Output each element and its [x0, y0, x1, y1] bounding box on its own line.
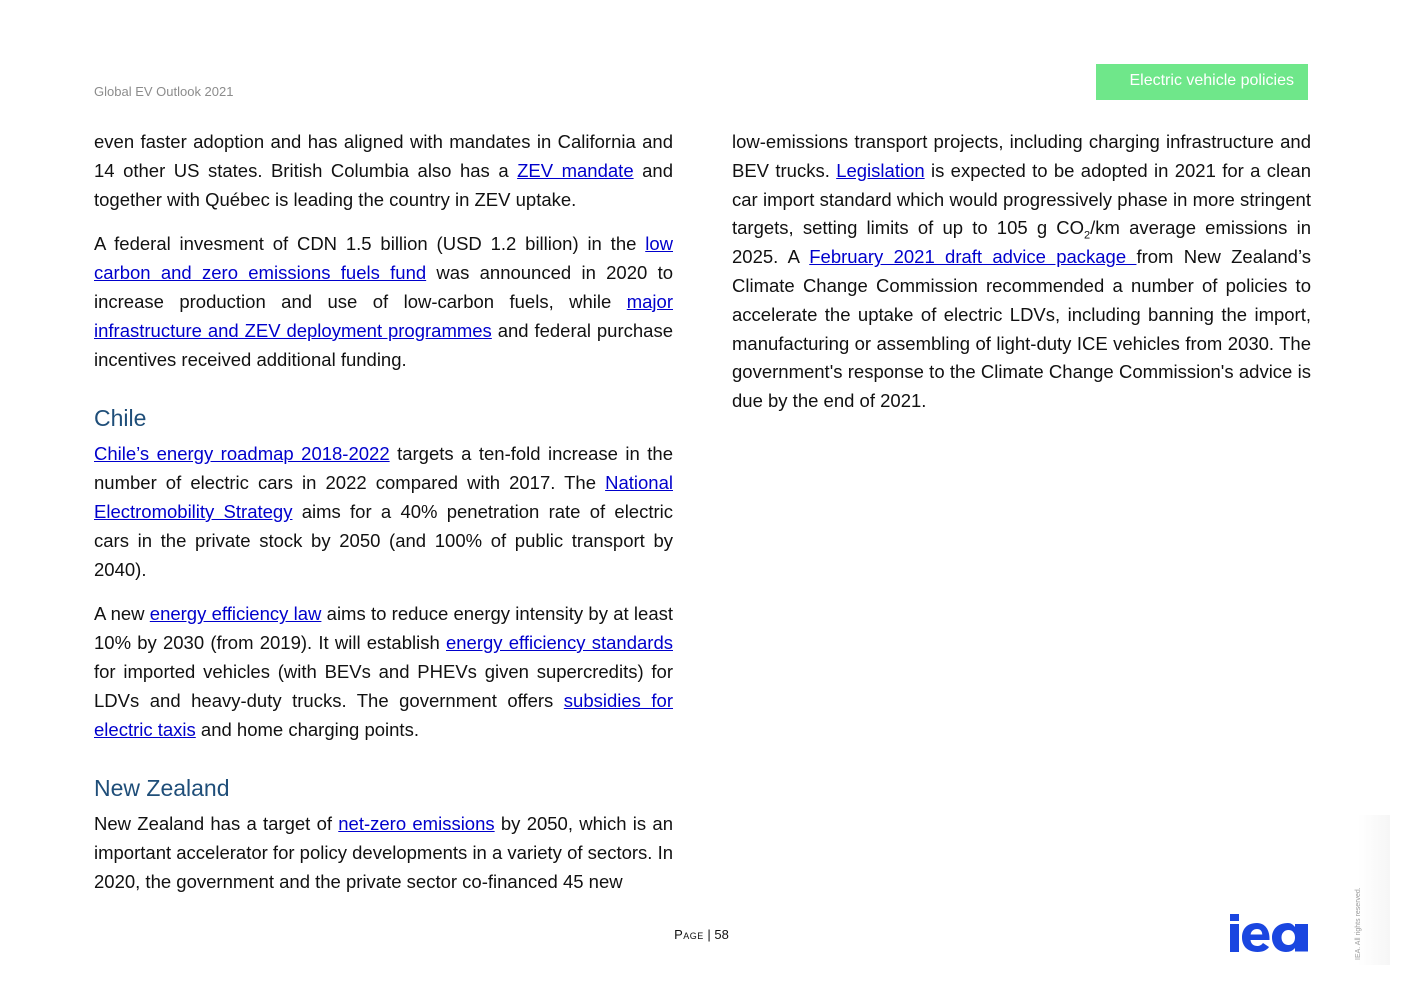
page-number: 58 [714, 927, 729, 942]
left-column [94, 128, 673, 913]
link-chile-energy-roadmap[interactable]: Chile’s energy roadmap 2018-2022 [94, 443, 390, 465]
link-legislation[interactable]: Legislation [836, 159, 925, 181]
link-national-electromobility-strategy[interactable]: National Electromobility Strategy [94, 472, 673, 522]
link-energy-efficiency-law[interactable]: energy efficiency law [149, 603, 322, 625]
co2-subscript: 2 [1084, 230, 1091, 243]
link-zev-mandate[interactable]: ZEV mandate [517, 159, 634, 181]
page-label: Page [674, 927, 704, 942]
paragraph-canada-funding: A federal invesment of CDN 1.5 billion (USD 1.2 billion) in the low carbon and zero emissions fuels fund was announced in 2020 to increase production and use of low-carbon fuels, while major infrastructure and ZEV deployment programmes and federal purchase incentives received additional funding. [94, 233, 673, 370]
paragraph-chile-efficiency: A new energy efficiency law aims to reduce energy intensity by at least 10% by 2030 (from 2019). It will establish energy efficiency standards for imported vehicles (with BEVs and PHEVs given supercredits) for LDVs and heavy-duty trucks. The government offers subsidies for electric taxis and home charging points. [94, 603, 673, 740]
rights-notice: IEA. All rights reserved. [1355, 887, 1362, 960]
heading-chile: Chile [94, 405, 147, 432]
right-column [732, 128, 1311, 432]
report-title: Global EV Outlook 2021 [94, 84, 234, 99]
link-subsidies-electric-taxis[interactable]: subsidies for electric taxis [94, 689, 673, 740]
link-energy-efficiency-standards[interactable]: energy efficiency standards [445, 632, 673, 654]
page-separator: | [703, 927, 715, 942]
heading-new-zealand: New Zealand [94, 775, 230, 802]
paragraph-nz-projects: low-emissions transport projects, including charging infrastructure and BEV trucks. Legislation is expected to be adopted in 2021 for a clean car import standard which would progressively phase in more stringent targets, setting limits of up to 105 g $CO_2/km$ average emissions in 2025. A February 2021 draft advice package from New Zealand’s Climate Change Commission recommended a number of policies to accelerate the uptake of electric LDVs, including banning the import, manufacturing or assembling of light-duty ICE vehicles from 2030. The government's response to the Climate Change Commission's advice is due by the end of 2021. [732, 131, 1312, 412]
link-net-zero-emissions[interactable]: net-zero emissions [338, 813, 495, 835]
side-shade [1358, 815, 1390, 965]
link-draft-advice-package[interactable]: February 2021 draft advice package [809, 246, 1137, 268]
paragraph-chile-roadmap: Chile’s energy roadmap 2018-2022 targets a ten-fold increase in the number of electric cars in 2022 compared with 2017. The National Electromobility Strategy aims for a 40% penetration rate of electric cars in the private stock by 2050 (and 100% of public transport by 2040). [94, 443, 674, 580]
section-tag: Electric vehicle policies [1096, 64, 1308, 100]
paragraph-canada-mandate: even faster adoption and has aligned with mandates in California and 14 other US states. British Columbia also has a ZEV mandate and together with Québec is leading the country in ZEV uptake. [94, 131, 673, 210]
page-number-footer [0, 927, 1403, 942]
link-low-carbon-fuels-fund[interactable]: low carbon and zero emissions fuels fund [94, 233, 673, 284]
link-infrastructure-programmes[interactable]: major infrastructure and ZEV deployment programmes [94, 290, 673, 341]
paragraph-nz-target: New Zealand has a target of net-zero emissions by 2050, which is an important accelerator for policy developments in a variety of sectors. In 2020, the government and the private sector co-financed 45 new [94, 813, 673, 892]
iea-logo [1230, 914, 1308, 952]
